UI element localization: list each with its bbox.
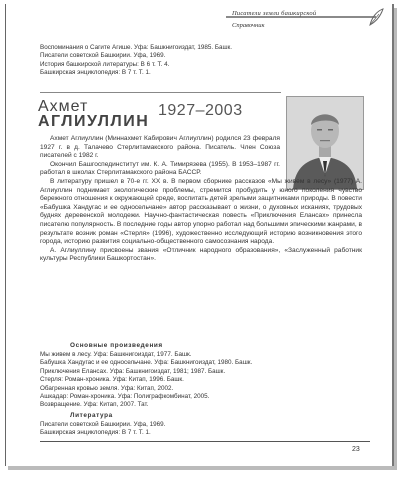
author-years: 1927–2003 xyxy=(158,102,243,119)
author-name xyxy=(38,99,149,129)
works-list xyxy=(40,351,340,410)
work-item: Стерля: Роман-хроника. Уфа: Китап, 1996. Башк. xyxy=(40,376,184,384)
section-divider xyxy=(40,92,281,93)
work-item: Бабушка Хандугас и ее односельчане. Уфа: Башкнигоиздат, 1980. Башк. xyxy=(40,359,253,367)
work-item: Обагренная кровью земля. Уфа: Китап, 2002. xyxy=(40,384,174,392)
header-title: Писатели земли башкирской xyxy=(232,10,317,17)
author-last-name: АГЛИУЛЛИН xyxy=(38,113,150,130)
bio-paragraph: В литературу пришел в 70-е гг. XX в. В первом сборнике рассказов «Мы живем в лесу» (1977) А. Аглиуллин поднимает экологические проблемы, стремится пробудить у юного поколения чувство бережного отношения к окружающей среде, воспитать детей зрелыми защитниками природы. В повести «Бабушка Хандугас и ее односельчане» автор рассказывает о жизни, о духовных исканиях, трудовых буднях деревенской молодежи. Научно-фантастическая повесть «Приключения Елансах» принесла писателю популярность. В последние годы автор упорно работал над большими эпическими жанрами, в результате возник роман «Стерля» (1996), художественно исследующий историю возникновения этого города, историю развития социально-общественного самосознания народа. xyxy=(40,177,362,246)
literature-list xyxy=(40,421,340,438)
works-heading: Основные произведения xyxy=(70,342,163,349)
work-item: Приключения Елансах. Уфа: Башкнигоиздат, 1981; 1987. Башк. xyxy=(40,367,226,375)
reference-line: Башкирская энциклопедия: В 7 т. Т. 1. xyxy=(40,69,151,77)
literature-item: Писатели советской Башкирии. Уфа, 1969. xyxy=(40,421,166,428)
bio-paragraph: А. Аглиуллину присвоены звания «Отличник народного образования», «Заслуженный работник культуры Республики Башкортостан». xyxy=(40,246,362,263)
author-first-name: Ахмет xyxy=(38,98,89,115)
work-item: Возвращение. Уфа: Китап, 2007. Тат. xyxy=(40,401,149,409)
author-portrait-photo xyxy=(286,96,364,190)
page-number: 23 xyxy=(352,446,360,453)
previous-entry-references xyxy=(40,44,300,78)
work-item: Мы живем в лесу. Уфа: Башкнигоиздат, 1977. Башк. xyxy=(40,351,192,358)
reference-line: Писатели советской Башкирии. Уфа, 1969. xyxy=(40,52,166,60)
reference-line: Воспоминания о Сагите Агише. Уфа: Башкнигоиздат, 1985. Башк. xyxy=(40,44,233,51)
portrait-image xyxy=(287,97,363,189)
leaf-ornament-icon xyxy=(367,7,385,27)
reference-line: История башкирской литературы: В 6 т. Т. 4. xyxy=(40,60,170,68)
bio-paragraph: Окончил Башгоспединститут им. К. А. Тимирязева (1955). В 1953–1987 гг. работал в школах Стерлитамакского района БАССР. xyxy=(40,160,280,177)
bio-paragraph: Ахмет Аглиуллин (Миннахмет Кабирович Аглиуллин) родился 23 февраля 1927 г. в д. Талачево Стерлитамакского района. Писатель. Член Союза писателей с 1982 г. xyxy=(40,135,280,160)
footer-divider xyxy=(40,441,370,442)
running-header xyxy=(220,6,390,40)
literature-item: Башкирская энциклопедия: В 7 т. Т. 1. xyxy=(40,429,151,437)
work-item: Ашкадар: Роман-хроника. Уфа: Полиграфкомбинат, 2005. xyxy=(40,393,210,401)
header-subtitle: Справочник xyxy=(232,22,265,29)
literature-heading: Литература xyxy=(70,412,113,419)
biography xyxy=(40,135,362,264)
